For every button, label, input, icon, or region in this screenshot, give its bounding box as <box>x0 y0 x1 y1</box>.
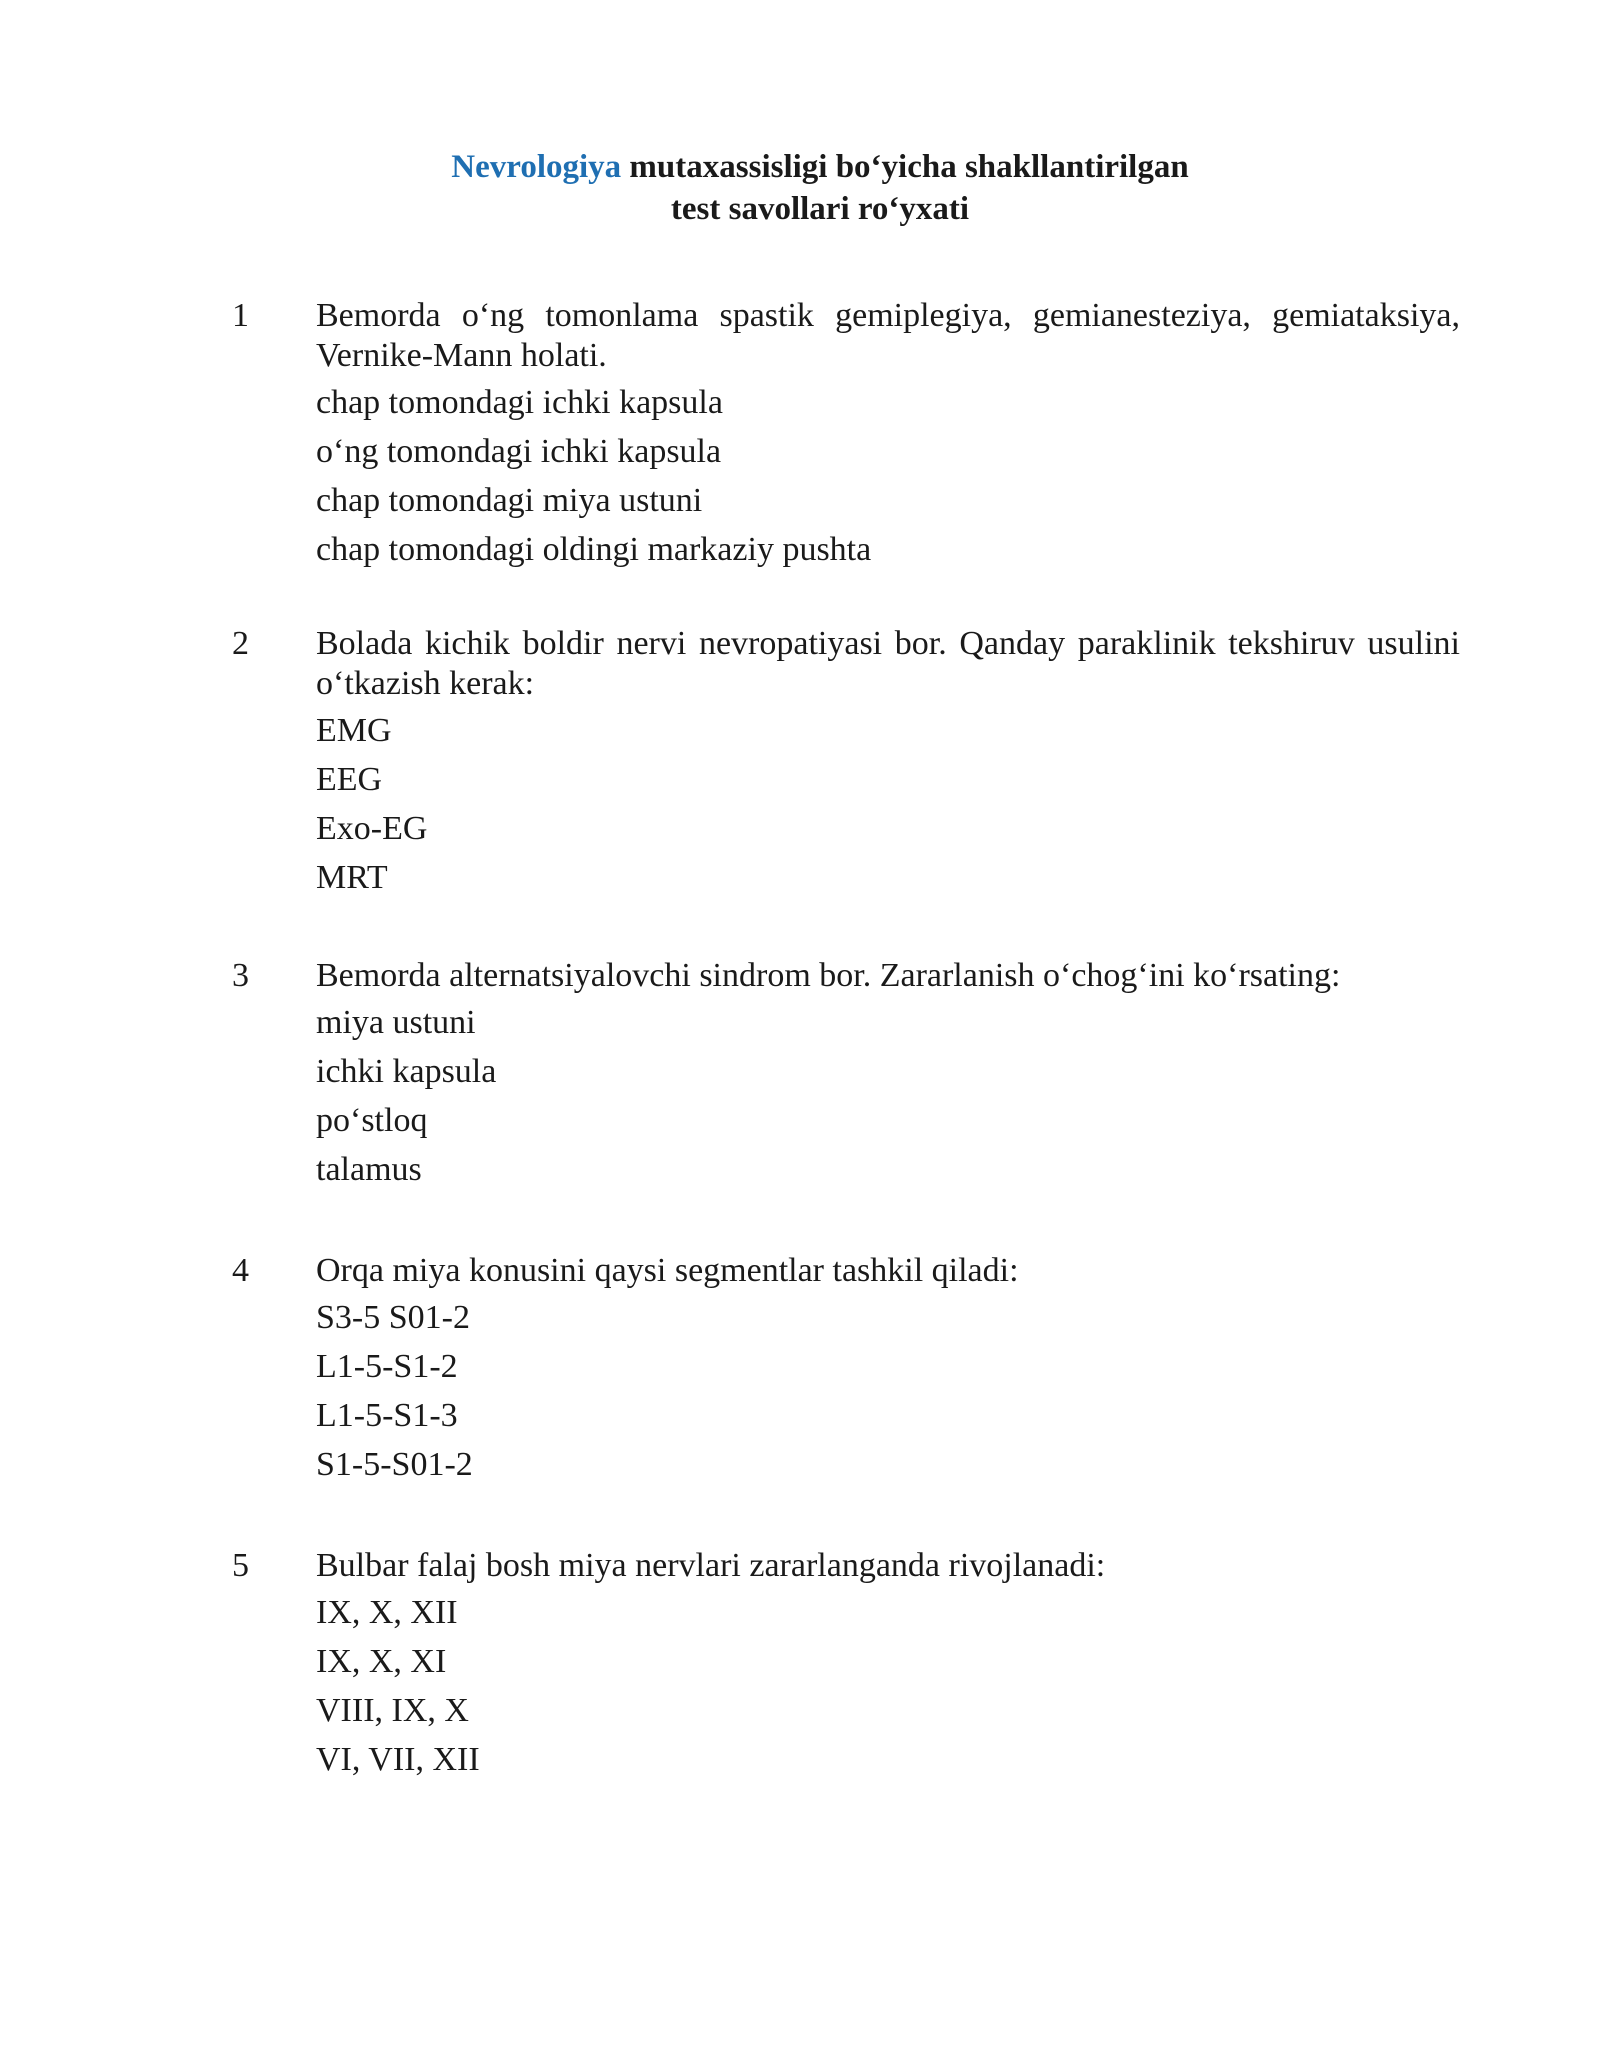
question-text: Bemorda o‘ng tomonlama spastik gemiplegiya, gemianesteziya, gemiataksiya, Vernike-Mann holati. <box>316 297 1460 374</box>
question-text: Bemorda alternatsiyalovchi sindrom bor. Zararlanish o‘chog‘ini ko‘rsating: <box>316 957 1341 994</box>
question-body <box>316 296 1460 574</box>
document-title <box>0 146 1600 230</box>
question-text: Orqa miya konusini qaysi segmentlar tashkil qiladi: <box>316 1252 1019 1289</box>
answer-options <box>316 378 1460 574</box>
question-body <box>316 956 1460 1194</box>
answer-option: miya ustuni <box>316 1004 476 1041</box>
answer-options <box>316 706 1460 902</box>
answer-option: EEG <box>316 761 383 798</box>
title-line-2: test savollari ro‘yxati <box>670 191 970 227</box>
answer-option: IX, X, XII <box>316 1594 458 1631</box>
answer-options <box>316 1588 1460 1784</box>
answer-options <box>316 1293 1460 1489</box>
answer-option: o‘ng tomondagi ichki kapsula <box>316 433 722 470</box>
question-number: 2 <box>232 625 249 662</box>
title-specialty: Nevrologiya <box>451 149 622 185</box>
question-text: Bulbar falaj bosh miya nervlari zararlanganda rivojlanadi: <box>316 1547 1106 1584</box>
answer-option: S3-5 S01-2 <box>316 1299 470 1336</box>
answer-option: Exo-EG <box>316 810 428 847</box>
answer-option: chap tomondagi oldingi markaziy pushta <box>316 531 872 568</box>
answer-option: S1-5-S01-2 <box>316 1446 473 1483</box>
answer-option: chap tomondagi miya ustuni <box>316 482 703 519</box>
answer-option: MRT <box>316 859 388 896</box>
title-line-1-text: mutaxassisligi bo‘yicha shakllantirilgan <box>621 149 1189 185</box>
question-text: Bolada kichik boldir nervi nevropatiyasi bor. Qanday paraklinik tekshiruv usulini o‘tkazish kerak: <box>316 625 1460 702</box>
answer-option: chap tomondagi ichki kapsula <box>316 384 723 421</box>
question-body <box>316 624 1460 902</box>
question-number: 3 <box>232 957 249 994</box>
question-body <box>316 1546 1460 1784</box>
answer-option: L1-5-S1-3 <box>316 1397 458 1434</box>
answer-option: VI, VII, XII <box>316 1741 480 1778</box>
answer-option: talamus <box>316 1151 422 1188</box>
question-body <box>316 1251 1460 1489</box>
answer-option: L1-5-S1-2 <box>316 1348 458 1385</box>
answer-option: IX, X, XI <box>316 1643 447 1680</box>
question-number: 5 <box>232 1547 249 1584</box>
answer-option: po‘stloq <box>316 1102 428 1139</box>
question-number: 1 <box>232 297 249 334</box>
question-number: 4 <box>232 1252 249 1289</box>
answer-option: VIII, IX, X <box>316 1692 469 1729</box>
title-line-1 <box>0 146 1600 188</box>
answer-options <box>316 998 1460 1194</box>
answer-option: ichki kapsula <box>316 1053 497 1090</box>
answer-option: EMG <box>316 712 392 749</box>
